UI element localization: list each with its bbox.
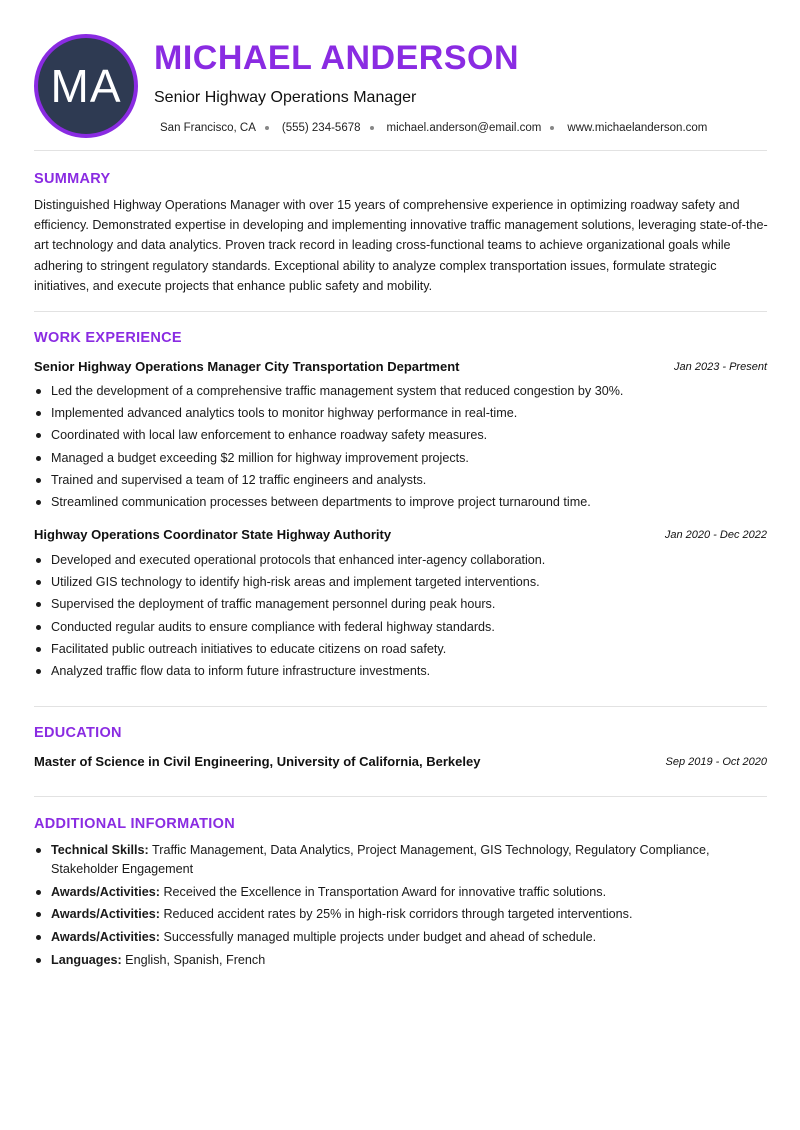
item-text: Reduced accident rates by 25% in high-risk corridors through targeted interventions.	[159, 907, 633, 921]
list-item: Led the development of a comprehensive traffic management system that reduced congestion by 30%.	[34, 380, 767, 402]
degree: Master of Science in Civil Engineering, University of California, Berkeley	[34, 754, 481, 769]
additional-heading: ADDITIONAL INFORMATION	[34, 816, 235, 832]
contact-website[interactable]: www.michaelanderson.com	[567, 122, 708, 134]
additional-list	[34, 841, 767, 973]
contact-location: San Francisco, CA	[160, 122, 256, 134]
divider	[34, 311, 767, 312]
item-text: Received the Excellence in Transportation Award for innovative traffic solutions.	[159, 884, 607, 899]
list-item: Analyzed traffic flow data to inform future infrastructure investments.	[34, 660, 767, 682]
item-text: Traffic Management, Data Analytics, Project Management, GIS Technology, Regulatory Compliance, Stakeholder Engagement	[51, 843, 710, 876]
summary-heading: SUMMARY	[34, 171, 111, 187]
list-item: Implemented advanced analytics tools to monitor highway performance in real-time.	[34, 402, 767, 424]
contact-line	[160, 120, 707, 136]
item-label: Awards/Activities:	[51, 884, 160, 899]
list-item: Utilized GIS technology to identify high-risk areas and implement targeted interventions.	[34, 571, 767, 593]
job-role: Highway Operations Coordinator State Highway Authority	[34, 527, 392, 542]
list-item	[34, 841, 767, 879]
job-header	[34, 358, 767, 376]
summary-text: Distinguished Highway Operations Manager with over 15 years of comprehensive experience in optimizing roadway safety and efficiency. Demonstrated expertise in developing and implementing innovative traffic management solutions, leveraging state-of-the-art technology and data analytics. Proven track record in leading cross-functional teams to achieve organizational goals while adhering to stringent regulatory standards. Exceptional ability to analyze complex transportation issues, formulate strategic initiatives, and execute projects that enhance public safety and mobility.	[34, 198, 768, 293]
candidate-title: Senior Highway Operations Manager	[154, 89, 417, 106]
bullet-separator-icon	[370, 126, 374, 130]
avatar	[34, 34, 138, 138]
bullet-separator-icon	[550, 126, 554, 130]
bullet-separator-icon	[265, 126, 269, 130]
divider	[34, 796, 767, 797]
job-role: Senior Highway Operations Manager City Transportation Department	[34, 359, 460, 374]
list-item: Conducted regular audits to ensure compliance with federal highway standards.	[34, 616, 767, 638]
divider	[34, 150, 767, 151]
list-item: Supervised the deployment of traffic management personnel during peak hours.	[34, 593, 767, 615]
list-item	[34, 928, 767, 947]
contact-email[interactable]: michael.anderson@email.com	[386, 122, 542, 134]
list-item: Streamlined communication processes between departments to improve project turnaround time.	[34, 491, 767, 513]
divider	[34, 706, 767, 707]
list-item: Facilitated public outreach initiatives to educate citizens on road safety.	[34, 638, 767, 660]
list-item	[34, 883, 767, 902]
job-bullet-list	[34, 380, 767, 513]
list-item: Developed and executed operational protocols that enhanced inter-agency collaboration.	[34, 549, 767, 571]
education-entry	[34, 753, 767, 771]
item-label: Awards/Activities:	[51, 907, 160, 921]
job-dates: Jan 2023 - Present	[674, 361, 767, 373]
item-text: Successfully managed multiple projects under budget and ahead of schedule.	[159, 929, 597, 944]
job-dates: Jan 2020 - Dec 2022	[664, 529, 767, 541]
resume-header	[34, 34, 767, 138]
item-label: Technical Skills:	[51, 843, 149, 857]
list-item: Coordinated with local law enforcement to enhance roadway safety measures.	[34, 424, 767, 446]
education-heading: EDUCATION	[34, 725, 122, 741]
list-item	[34, 951, 767, 970]
item-text: English, Spanish, French	[121, 952, 266, 967]
list-item: Trained and supervised a team of 12 traffic engineers and analysts.	[34, 469, 767, 491]
job-bullet-list	[34, 549, 767, 682]
list-item: Managed a budget exceeding $2 million for highway improvement projects.	[34, 447, 767, 469]
item-label: Languages:	[51, 952, 122, 967]
experience-heading: WORK EXPERIENCE	[34, 330, 182, 346]
job-header	[34, 526, 767, 544]
candidate-name: MICHAEL ANDERSON	[154, 39, 520, 77]
item-label: Awards/Activities:	[51, 929, 160, 944]
contact-phone: (555) 234-5678	[281, 122, 361, 134]
avatar-initials: MA	[50, 60, 122, 112]
education-dates: Sep 2019 - Oct 2020	[665, 756, 767, 768]
list-item	[34, 905, 767, 924]
